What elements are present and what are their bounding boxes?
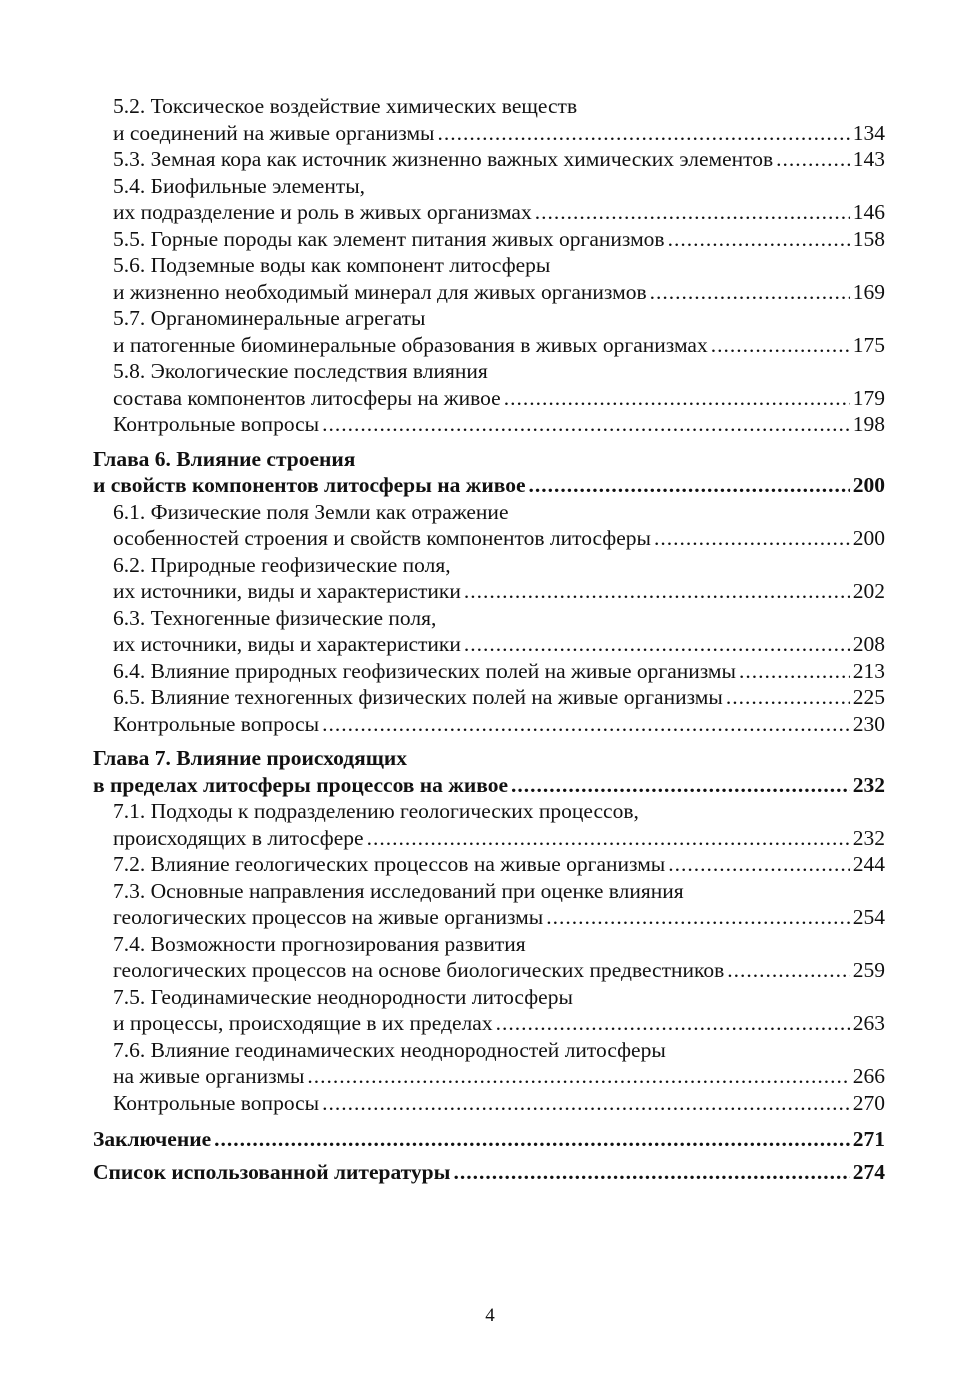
toc-entry-title-line: 5.6. Подземные воды как компонент литосферы xyxy=(113,253,551,277)
toc-entry-title: геологических процессов на живые организмы xyxy=(113,905,544,929)
toc-entry-line xyxy=(113,904,885,931)
toc-entry-title: Заключение xyxy=(93,1127,212,1151)
toc-entry-title-line: 7.3. Основные направления исследований при оценке влияния xyxy=(113,878,684,903)
toc-section-entry[interactable] xyxy=(93,1037,885,1090)
toc-section-entry[interactable] xyxy=(93,605,885,658)
toc-entry-title-line: 6.2. Природные геофизические поля, xyxy=(113,552,451,577)
dot-leader xyxy=(668,851,850,878)
toc-entry-title: и соединений на живые организмы xyxy=(113,120,435,145)
toc-entry-title: в пределах литосферы процессов на живое xyxy=(93,772,509,797)
toc-entry-title: геологических процессов на основе биологических предвестников xyxy=(113,958,725,982)
toc-page-number: 146 xyxy=(852,200,885,224)
toc-page-number: 175 xyxy=(852,332,885,357)
toc-entry-title: 7.2. Влияние геологических процессов на живые организмы xyxy=(113,852,666,876)
dot-leader xyxy=(529,472,850,499)
toc-page-number: 208 xyxy=(852,632,885,656)
dot-leader xyxy=(504,385,850,412)
toc-section-entry[interactable] xyxy=(93,252,885,305)
toc-entry-line xyxy=(113,825,885,852)
dot-leader xyxy=(668,226,850,253)
toc-entry-title: Список использованной литературы xyxy=(93,1159,451,1184)
toc-page-number: 271 xyxy=(852,1127,885,1151)
toc-entry-line xyxy=(113,631,885,658)
toc-page-number: 225 xyxy=(852,685,885,709)
toc-entry-title: и процессы, происходящие в их пределах xyxy=(113,1011,493,1035)
toc-entry-title: 5.5. Горные породы как элемент питания живых организмов xyxy=(113,226,665,251)
toc-page-number: 158 xyxy=(852,226,885,251)
toc-page-number: 213 xyxy=(852,658,885,683)
toc-section-entry[interactable] xyxy=(93,878,885,931)
toc-entry-line xyxy=(93,772,885,799)
dot-leader xyxy=(438,120,850,147)
toc-section-entry[interactable] xyxy=(93,984,885,1037)
toc-chapter-entry[interactable] xyxy=(93,446,885,499)
toc-section-entry[interactable] xyxy=(93,411,885,438)
dot-leader xyxy=(307,1063,849,1090)
toc-entry-title-line: 6.3. Техногенные физические поля, xyxy=(113,605,437,630)
toc-entry-title: 5.3. Земная кора как источник жизненно важных химических элементов xyxy=(113,147,774,171)
dot-leader xyxy=(496,1010,850,1037)
toc-chapter-entry[interactable] xyxy=(93,1126,885,1153)
page-number: 4 xyxy=(485,1305,495,1326)
toc-entry-title-line: 5.2. Токсическое воздействие химических веществ xyxy=(113,94,578,118)
toc-section-entry[interactable] xyxy=(93,226,885,253)
toc-entry-line xyxy=(113,851,885,878)
toc-entry-title-line: 7.1. Подходы к подразделению геологических процессов, xyxy=(113,799,639,823)
toc-entry-line xyxy=(113,957,885,984)
dot-leader xyxy=(654,525,850,552)
toc-entry-title-line: 5.8. Экологические последствия влияния xyxy=(113,359,488,383)
toc-entry-line xyxy=(113,711,885,738)
toc-page-number: 198 xyxy=(852,412,885,436)
dot-leader xyxy=(535,199,850,226)
toc-section-entry[interactable] xyxy=(93,499,885,552)
dot-leader xyxy=(464,578,850,605)
toc-entry-line xyxy=(113,332,885,359)
dot-leader xyxy=(711,332,850,359)
toc-page-number: 232 xyxy=(852,825,885,850)
toc-page-number: 169 xyxy=(852,279,885,304)
toc-entry-line xyxy=(113,525,885,552)
toc-entry-title: 6.5. Влияние техногенных физических полей на живые организмы xyxy=(113,685,723,709)
toc-page-number: 274 xyxy=(852,1159,885,1184)
toc-entry-title: и свойств компонентов литосферы на живое xyxy=(93,473,526,497)
toc-entry-title: Контрольные вопросы xyxy=(113,412,320,436)
dot-leader xyxy=(546,904,850,931)
toc-section-entry[interactable] xyxy=(93,173,885,226)
toc-section-entry[interactable] xyxy=(93,798,885,851)
dot-leader xyxy=(322,411,850,438)
toc-section-entry[interactable] xyxy=(93,658,885,685)
toc-entry-line xyxy=(113,684,885,711)
toc-entry-title-line: 5.4. Биофильные элементы, xyxy=(113,173,366,198)
toc-section-entry[interactable] xyxy=(93,552,885,605)
toc-chapter-entry[interactable] xyxy=(93,745,885,798)
toc-page-number: 263 xyxy=(852,1011,885,1035)
toc-entry-title-line: 6.1. Физические поля Земли как отражение xyxy=(113,499,509,524)
toc-entry-line xyxy=(113,1010,885,1037)
toc-entry-line xyxy=(113,120,885,147)
toc-entry-line xyxy=(93,472,885,499)
dot-leader xyxy=(214,1126,850,1153)
toc-entry-title: происходящих в литосфере xyxy=(113,825,364,850)
toc-section-entry[interactable] xyxy=(93,146,885,173)
toc-entry-line xyxy=(113,199,885,226)
dot-leader xyxy=(511,772,850,799)
toc-entry-title: их источники, виды и характеристики xyxy=(113,579,461,603)
toc-entry-title: 6.4. Влияние природных геофизических полей на живые организмы xyxy=(113,658,736,683)
dot-leader xyxy=(367,825,850,852)
toc-entry-title: и патогенные биоминеральные образования в живых организмах xyxy=(113,332,708,357)
toc-entry-title: их источники, виды и характеристики xyxy=(113,632,461,656)
toc-page-number: 254 xyxy=(852,905,885,929)
toc-page-number: 179 xyxy=(852,385,885,410)
toc-section-entry[interactable] xyxy=(93,684,885,711)
toc-section-entry[interactable] xyxy=(93,305,885,358)
toc-section-entry[interactable] xyxy=(93,1090,885,1117)
toc-entry-line xyxy=(113,226,885,253)
toc-section-entry[interactable] xyxy=(93,93,885,146)
dot-leader xyxy=(650,279,850,306)
toc-entry-title: на живые организмы xyxy=(113,1064,305,1088)
dot-leader xyxy=(322,711,850,738)
toc-section-entry[interactable] xyxy=(93,358,885,411)
toc-entry-line xyxy=(113,146,885,173)
toc-page-number: 200 xyxy=(852,526,885,550)
toc-entry-line xyxy=(93,1159,885,1186)
dot-leader xyxy=(464,631,850,658)
toc-entry-title-line: Глава 6. Влияние строения xyxy=(93,446,356,471)
toc-entry-line xyxy=(113,411,885,438)
toc-entry-line xyxy=(113,1090,885,1117)
toc-chapter-entry[interactable] xyxy=(93,1159,885,1186)
toc-page-number: 244 xyxy=(852,852,885,876)
toc-entry-title-line: Глава 7. Влияние происходящих xyxy=(93,746,408,770)
toc-page-number: 266 xyxy=(852,1064,885,1088)
toc-entry-title: и жизненно необходимый минерал для живых организмов xyxy=(113,279,647,304)
toc-entry-title: их подразделение и роль в живых организмах xyxy=(113,200,532,224)
toc-page-number: 134 xyxy=(852,120,885,145)
toc-page-number: 232 xyxy=(852,772,885,797)
toc-page-number: 230 xyxy=(852,711,885,736)
toc-entry-title-line: 7.6. Влияние геодинамических неоднородностей литосферы xyxy=(113,1037,666,1062)
toc-entry-title: особенностей строения и свойств компонентов литосферы xyxy=(113,526,651,550)
toc-entry-line xyxy=(113,279,885,306)
toc-entry-title: состава компонентов литосферы на живое xyxy=(113,385,501,410)
toc-entry-title: Контрольные вопросы xyxy=(113,711,320,736)
toc-section-entry[interactable] xyxy=(93,711,885,738)
table-of-contents xyxy=(93,93,885,1185)
toc-entry-line xyxy=(113,385,885,412)
toc-entry-title-line: 7.5. Геодинамические неоднородности литосферы xyxy=(113,984,573,1009)
dot-leader xyxy=(739,658,850,685)
toc-page-number: 143 xyxy=(852,147,885,171)
toc-page-number: 202 xyxy=(852,579,885,603)
toc-entry-line xyxy=(113,1063,885,1090)
toc-entry-line xyxy=(93,1126,885,1153)
dot-leader xyxy=(727,957,850,984)
toc-entry-title-line: 7.4. Возможности прогнозирования развития xyxy=(113,931,526,956)
toc-entry-line xyxy=(113,578,885,605)
toc-page-number: 259 xyxy=(852,958,885,982)
toc-page-number: 270 xyxy=(852,1090,885,1115)
toc-page-number: 200 xyxy=(852,473,885,497)
toc-section-entry[interactable] xyxy=(93,931,885,984)
toc-entry-title-line: 5.7. Органоминеральные агрегаты xyxy=(113,306,426,330)
dot-leader xyxy=(453,1159,849,1186)
toc-entry-line xyxy=(113,658,885,685)
toc-entry-title: Контрольные вопросы xyxy=(113,1090,320,1115)
toc-section-entry[interactable] xyxy=(93,851,885,878)
dot-leader xyxy=(776,146,850,173)
dot-leader xyxy=(726,684,850,711)
dot-leader xyxy=(322,1090,850,1117)
